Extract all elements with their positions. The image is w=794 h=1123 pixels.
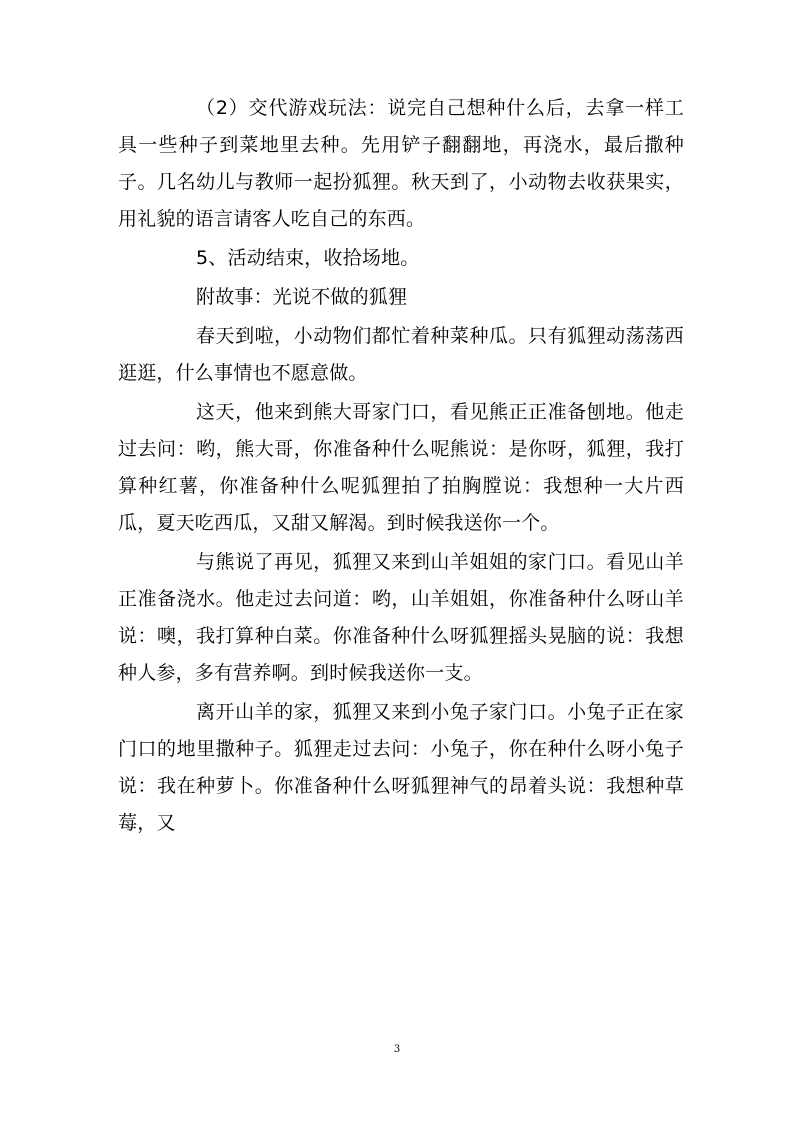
paragraph-game-rules: （2）交代游戏玩法：说完自己想种什么后，去拿一样工具一些种子到菜地里去种。先用铲子翻翻地，再浇水，最后撒种子。几名幼儿与教师一起扮狐狸。秋天到了，小动物去收获果实，用礼貌的语言请客人吃自己的东西。 [118,97,684,230]
paragraph-spring: 春天到啦，小动物们都忙着种菜种瓜。只有狐狸动荡荡西逛逛，什么事情也不愿意做。 [118,325,684,384]
page-number: 3 [393,1044,401,1055]
document-body [118,90,684,842]
paragraph-rabbit: 离开山羊的家，狐狸又来到小兔子家门口。小兔子正在家门口的地里撒种子。狐狸走过去问：小兔子，你在种什么呀小兔子说：我在种萝卜。你准备种什么呀狐狸神气的昂着头说：我想种草莓，又 [118,701,684,834]
paragraph-goat: 与熊说了再见，狐狸又来到山羊姐姐的家门口。看见山羊正准备浇水。他走过去问道：哟，山羊姐姐，你准备种什么呀山羊说：噢，我打算种白菜。你准备种什么呀狐狸摇头晃脑的说：我想种人参，多有营养啊。到时候我送你一支。 [118,551,684,684]
paragraph-story-title: 附故事：光说不做的狐狸 [196,286,408,308]
paragraph-activity-end: 5、活动结束，收拾场地。 [196,247,420,269]
paragraph-bear: 这天，他来到熊大哥家门口，看见熊正正准备刨地。他走过去问：哟，熊大哥，你准备种什么呢熊说：是你呀，狐狸，我打算种红薯，你准备种什么呢狐狸拍了拍胸膛说：我想种一大片西瓜，夏天吃西瓜，又甜又解渴。到时候我送你一个。 [118,401,684,534]
